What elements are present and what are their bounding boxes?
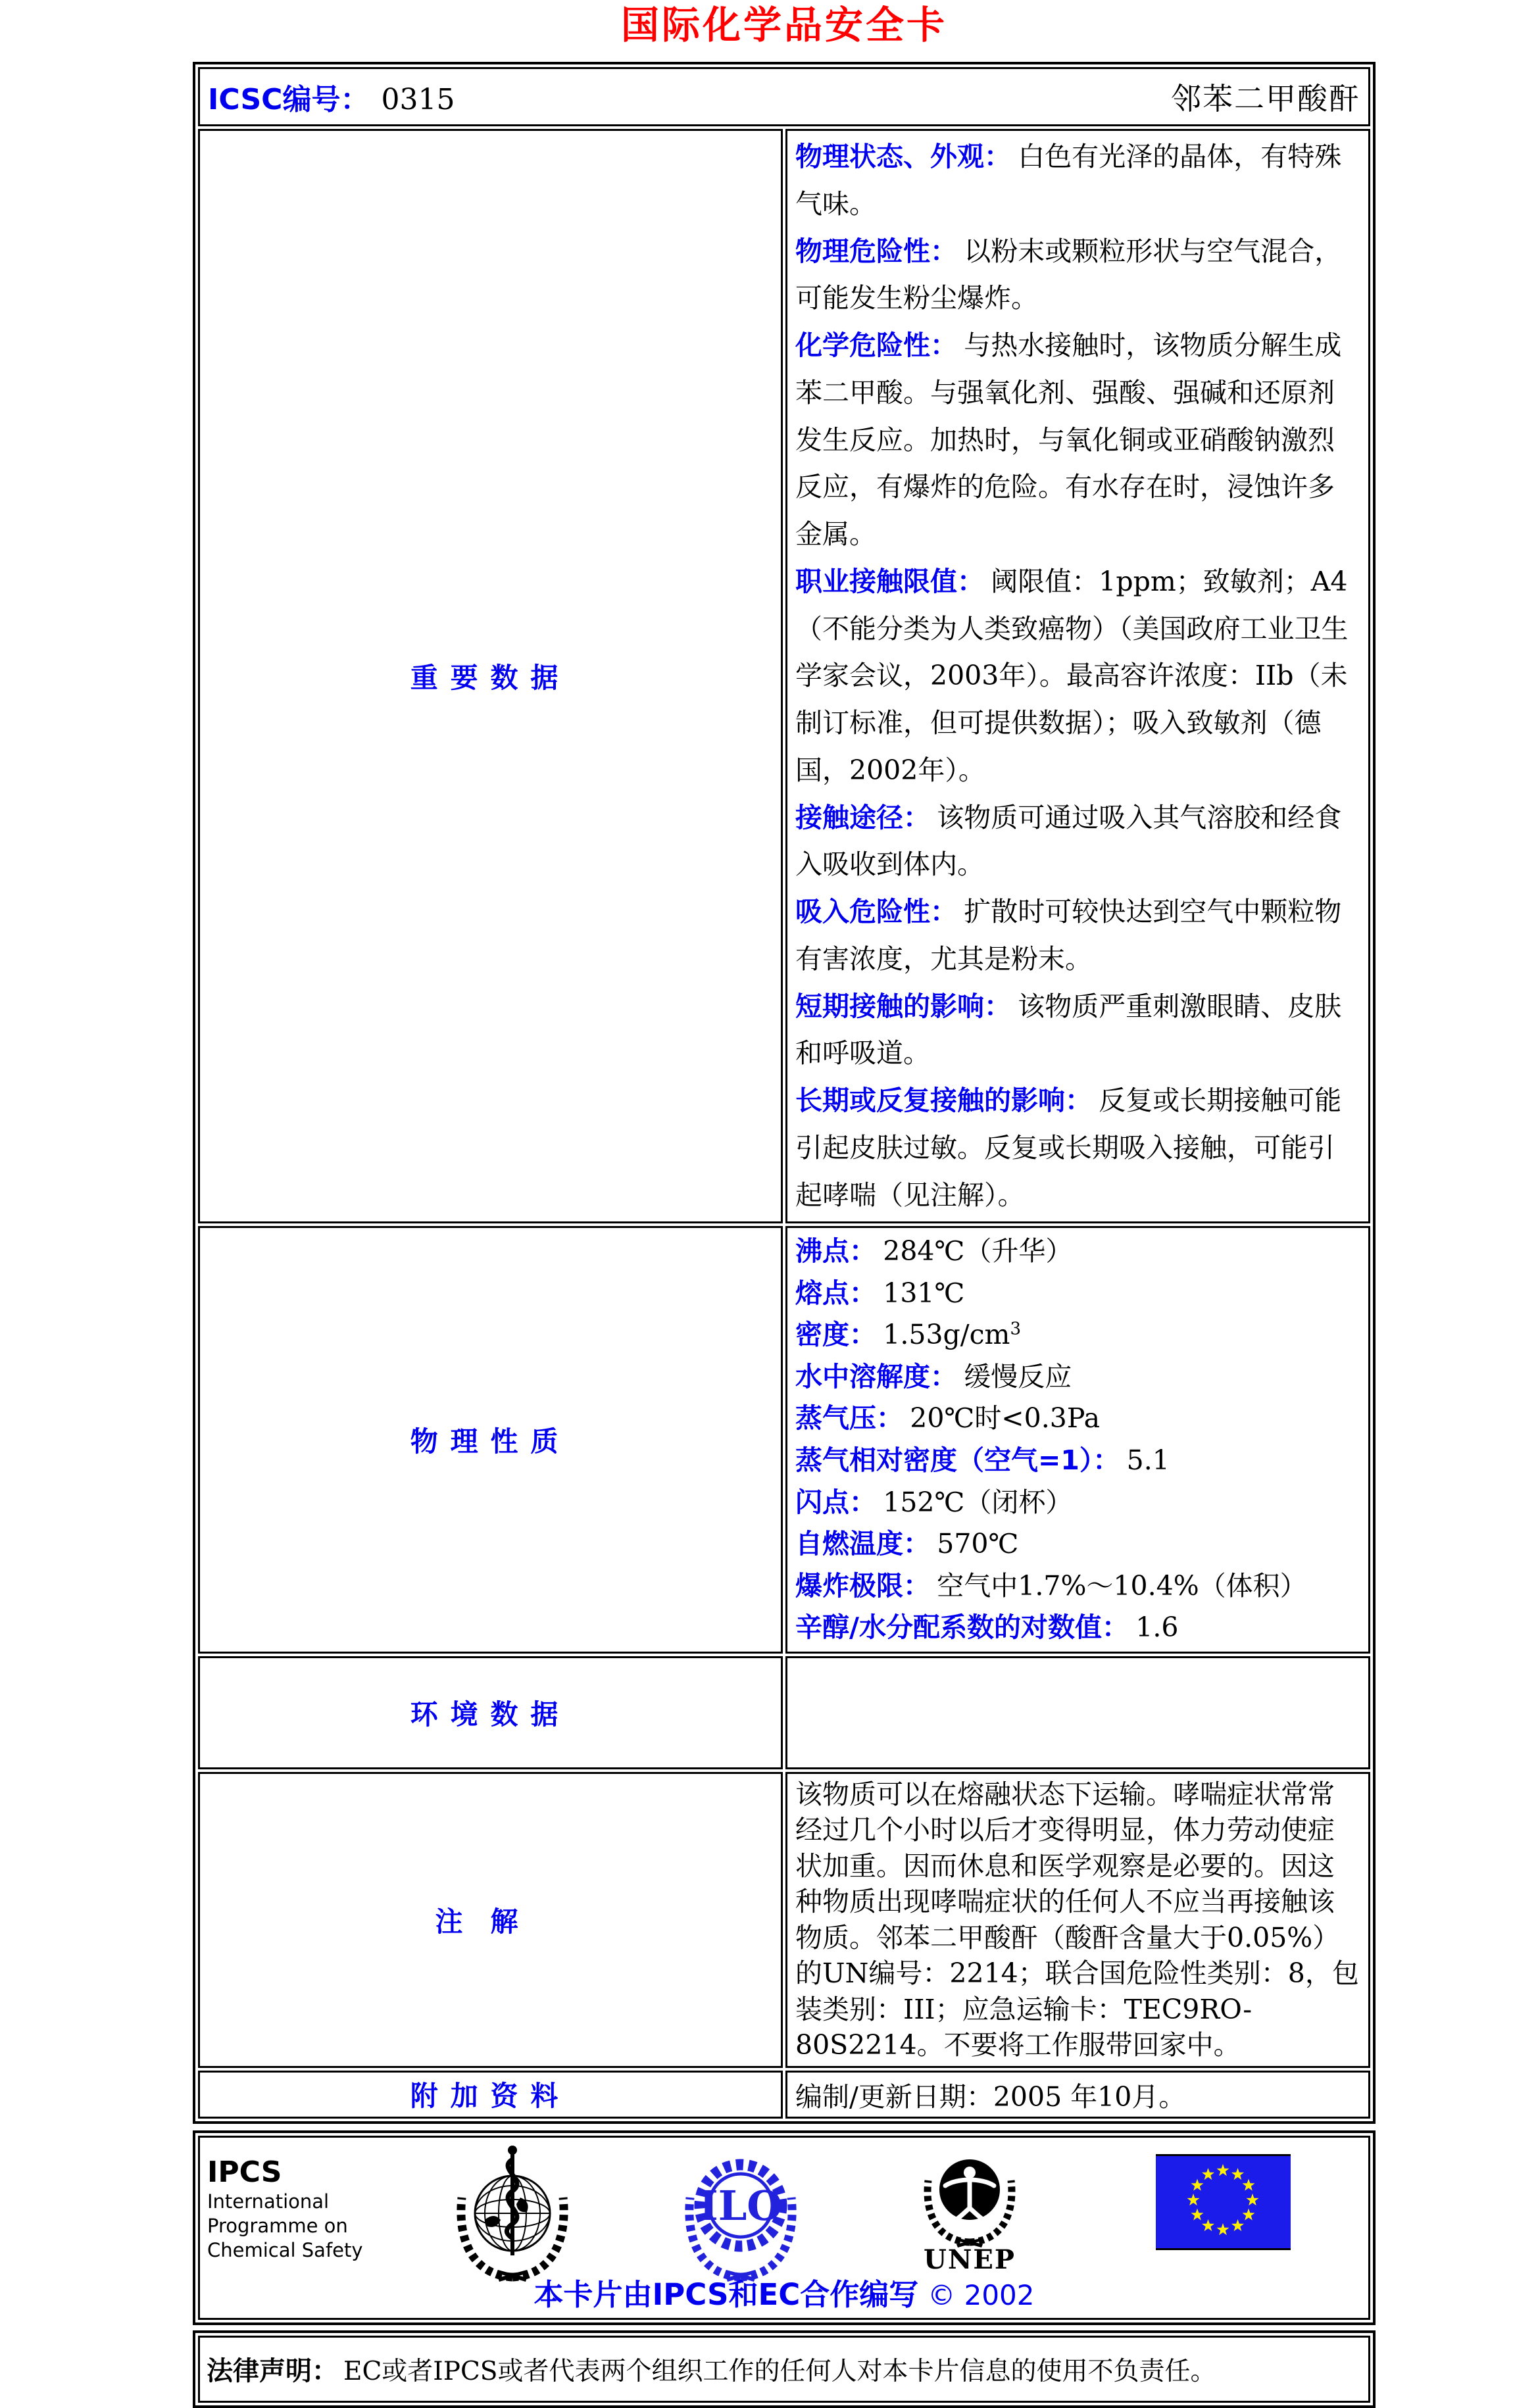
important-data-row: [198, 129, 1370, 1223]
notes-row: [198, 1772, 1370, 2068]
unep-emblem-icon: [914, 2142, 1026, 2248]
environmental-data-row-label: 环境数据: [198, 1656, 783, 1769]
physical-item: 熔点： 131℃: [795, 1277, 965, 1309]
environmental-data-content: [785, 1656, 1370, 1769]
header-row: [198, 67, 1370, 126]
notes-row-label: 注解: [198, 1772, 783, 2068]
unep-logo-block: [914, 2142, 1026, 2274]
ipcs-text-block: IPCS International Programme on Chemical Safety: [207, 2155, 363, 2261]
important-item: 化学危险性： 与热水接触时，该物质分解生成苯二甲酸。与强氧化剂、强酸、强碱和还原剂发生反应。加热时，与氧化铜或亚硝酸钠激烈反应，有爆炸的危险。有水存在时，浸蚀许多金属。: [795, 330, 1342, 550]
physical-item: 自燃温度： 570℃: [795, 1528, 1019, 1560]
physical-properties-row: [198, 1226, 1370, 1653]
legal-notice-cell: [198, 2336, 1370, 2403]
important-item: 吸入危险性： 扩散时可较快达到空气中颗粒物有害浓度，尤其是粉末。: [795, 896, 1342, 975]
additional-info-row: [198, 2071, 1370, 2119]
organizations-cell: [198, 2136, 1370, 2320]
physical-item: 爆炸极限： 空气中1.7%～10.4%（体积）: [795, 1569, 1307, 1602]
superscript: 3: [1010, 1319, 1021, 1339]
icsc-number-group: [208, 76, 455, 118]
important-item: 短期接触的影响： 该物质严重刺激眼睛、皮肤和呼吸道。: [795, 990, 1342, 1069]
copyright-year: © 2002: [928, 2278, 1035, 2311]
important-item: 物理状态、外观： 白色有光泽的晶体，有特殊气味。: [795, 141, 1342, 220]
safety-card-table: [193, 62, 1376, 2124]
who-emblem-icon: [447, 2142, 578, 2284]
ilo-emblem-icon: [675, 2142, 806, 2284]
notes-text: 该物质可以在熔融状态下运输。哮喘症状常常经过几个小时以后才变得明显，体力劳动使症状加重。因而休息和医学观察是必要的。因这种物质出现哮喘症状的任何人不应当再接触该物质。邻苯二甲酸酐（酸酐含量大于0.05%）的UN编号：2214；联合国危险性类别：8，包装类别：III；应急运输卡：TEC9RO-80S2214。不要将工作服带回家中。: [795, 1778, 1359, 2061]
eu-flag-icon: [1156, 2154, 1291, 2250]
page-title: 国际化学品安全卡: [620, 3, 947, 47]
notes-content: [785, 1772, 1370, 2068]
cooperation-caption: 本卡片由IPCS和EC合作编写 © 2002: [533, 2276, 1035, 2312]
physical-item: 水中溶解度： 缓慢反应: [795, 1360, 1072, 1392]
physical-item: 蒸气相对密度（空气=1）： 5.1: [795, 1444, 1170, 1476]
physical-item: 闪点： 152℃（闭杯）: [795, 1486, 1073, 1518]
unep-label: UNEP: [923, 2244, 1016, 2275]
important-item: 接触途径： 该物质可通过吸入其气溶胶和经食入吸收到体内。: [795, 801, 1342, 881]
physical-properties-content: [785, 1226, 1370, 1653]
important-item: 职业接触限值： 阈限值：1ppm；致敏剂；A4（不能分类为人类致癌物）（美国政府工业卫生学家会议，2003年）。最高容许浓度：IIb（未制订标准，但可提供数据）；吸入致敏剂（德国，2002年）。: [795, 565, 1349, 786]
chemical-name: 邻苯二甲酸酐: [1171, 81, 1360, 116]
icsc-number-label: ICSC编号：: [208, 83, 370, 116]
important-data-content: [785, 129, 1370, 1223]
additional-info-content: 编制/更新日期：2005 年10月。: [785, 2071, 1370, 2119]
physical-properties-row-label: 物理性质: [198, 1226, 783, 1653]
organizations-banner: [193, 2130, 1376, 2325]
legal-notice-text: EC或者IPCS或者代表两个组织工作的任何人对本卡片信息的使用不负责任。: [343, 2357, 1216, 2387]
icsc-number-value: 0315: [381, 83, 455, 116]
legal-notice-label: 法律声明：: [207, 2356, 338, 2387]
physical-item: 沸点： 284℃（升华）: [795, 1235, 1073, 1267]
important-data-row-label: 重要数据: [198, 129, 783, 1223]
header-cell: [198, 67, 1370, 126]
environmental-data-row: [198, 1656, 1370, 1769]
legal-notice-table: [193, 2330, 1376, 2408]
physical-item: 蒸气压： 20℃时<0.3Pa: [795, 1402, 1101, 1435]
ipcs-acronym: IPCS: [207, 2155, 282, 2189]
important-item: 物理危险性： 以粉末或颗粒形状与空气混合，可能发生粉尘爆炸。: [795, 235, 1342, 314]
physical-item: 辛醇/水分配系数的对数值： 1.6: [795, 1611, 1179, 1644]
additional-info-row-label: 附加资料: [198, 2071, 783, 2119]
card-page: [193, 0, 1376, 2408]
ilo-letters: ILO: [699, 2181, 783, 2230]
physical-item: 密度： $1.53g/cm^3$: [795, 1319, 1021, 1351]
important-item: 长期或反复接触的影响： 反复或长期接触可能引起皮肤过敏。反复或长期吸入接触，可能引起哮喘（见注解）。: [795, 1085, 1342, 1211]
